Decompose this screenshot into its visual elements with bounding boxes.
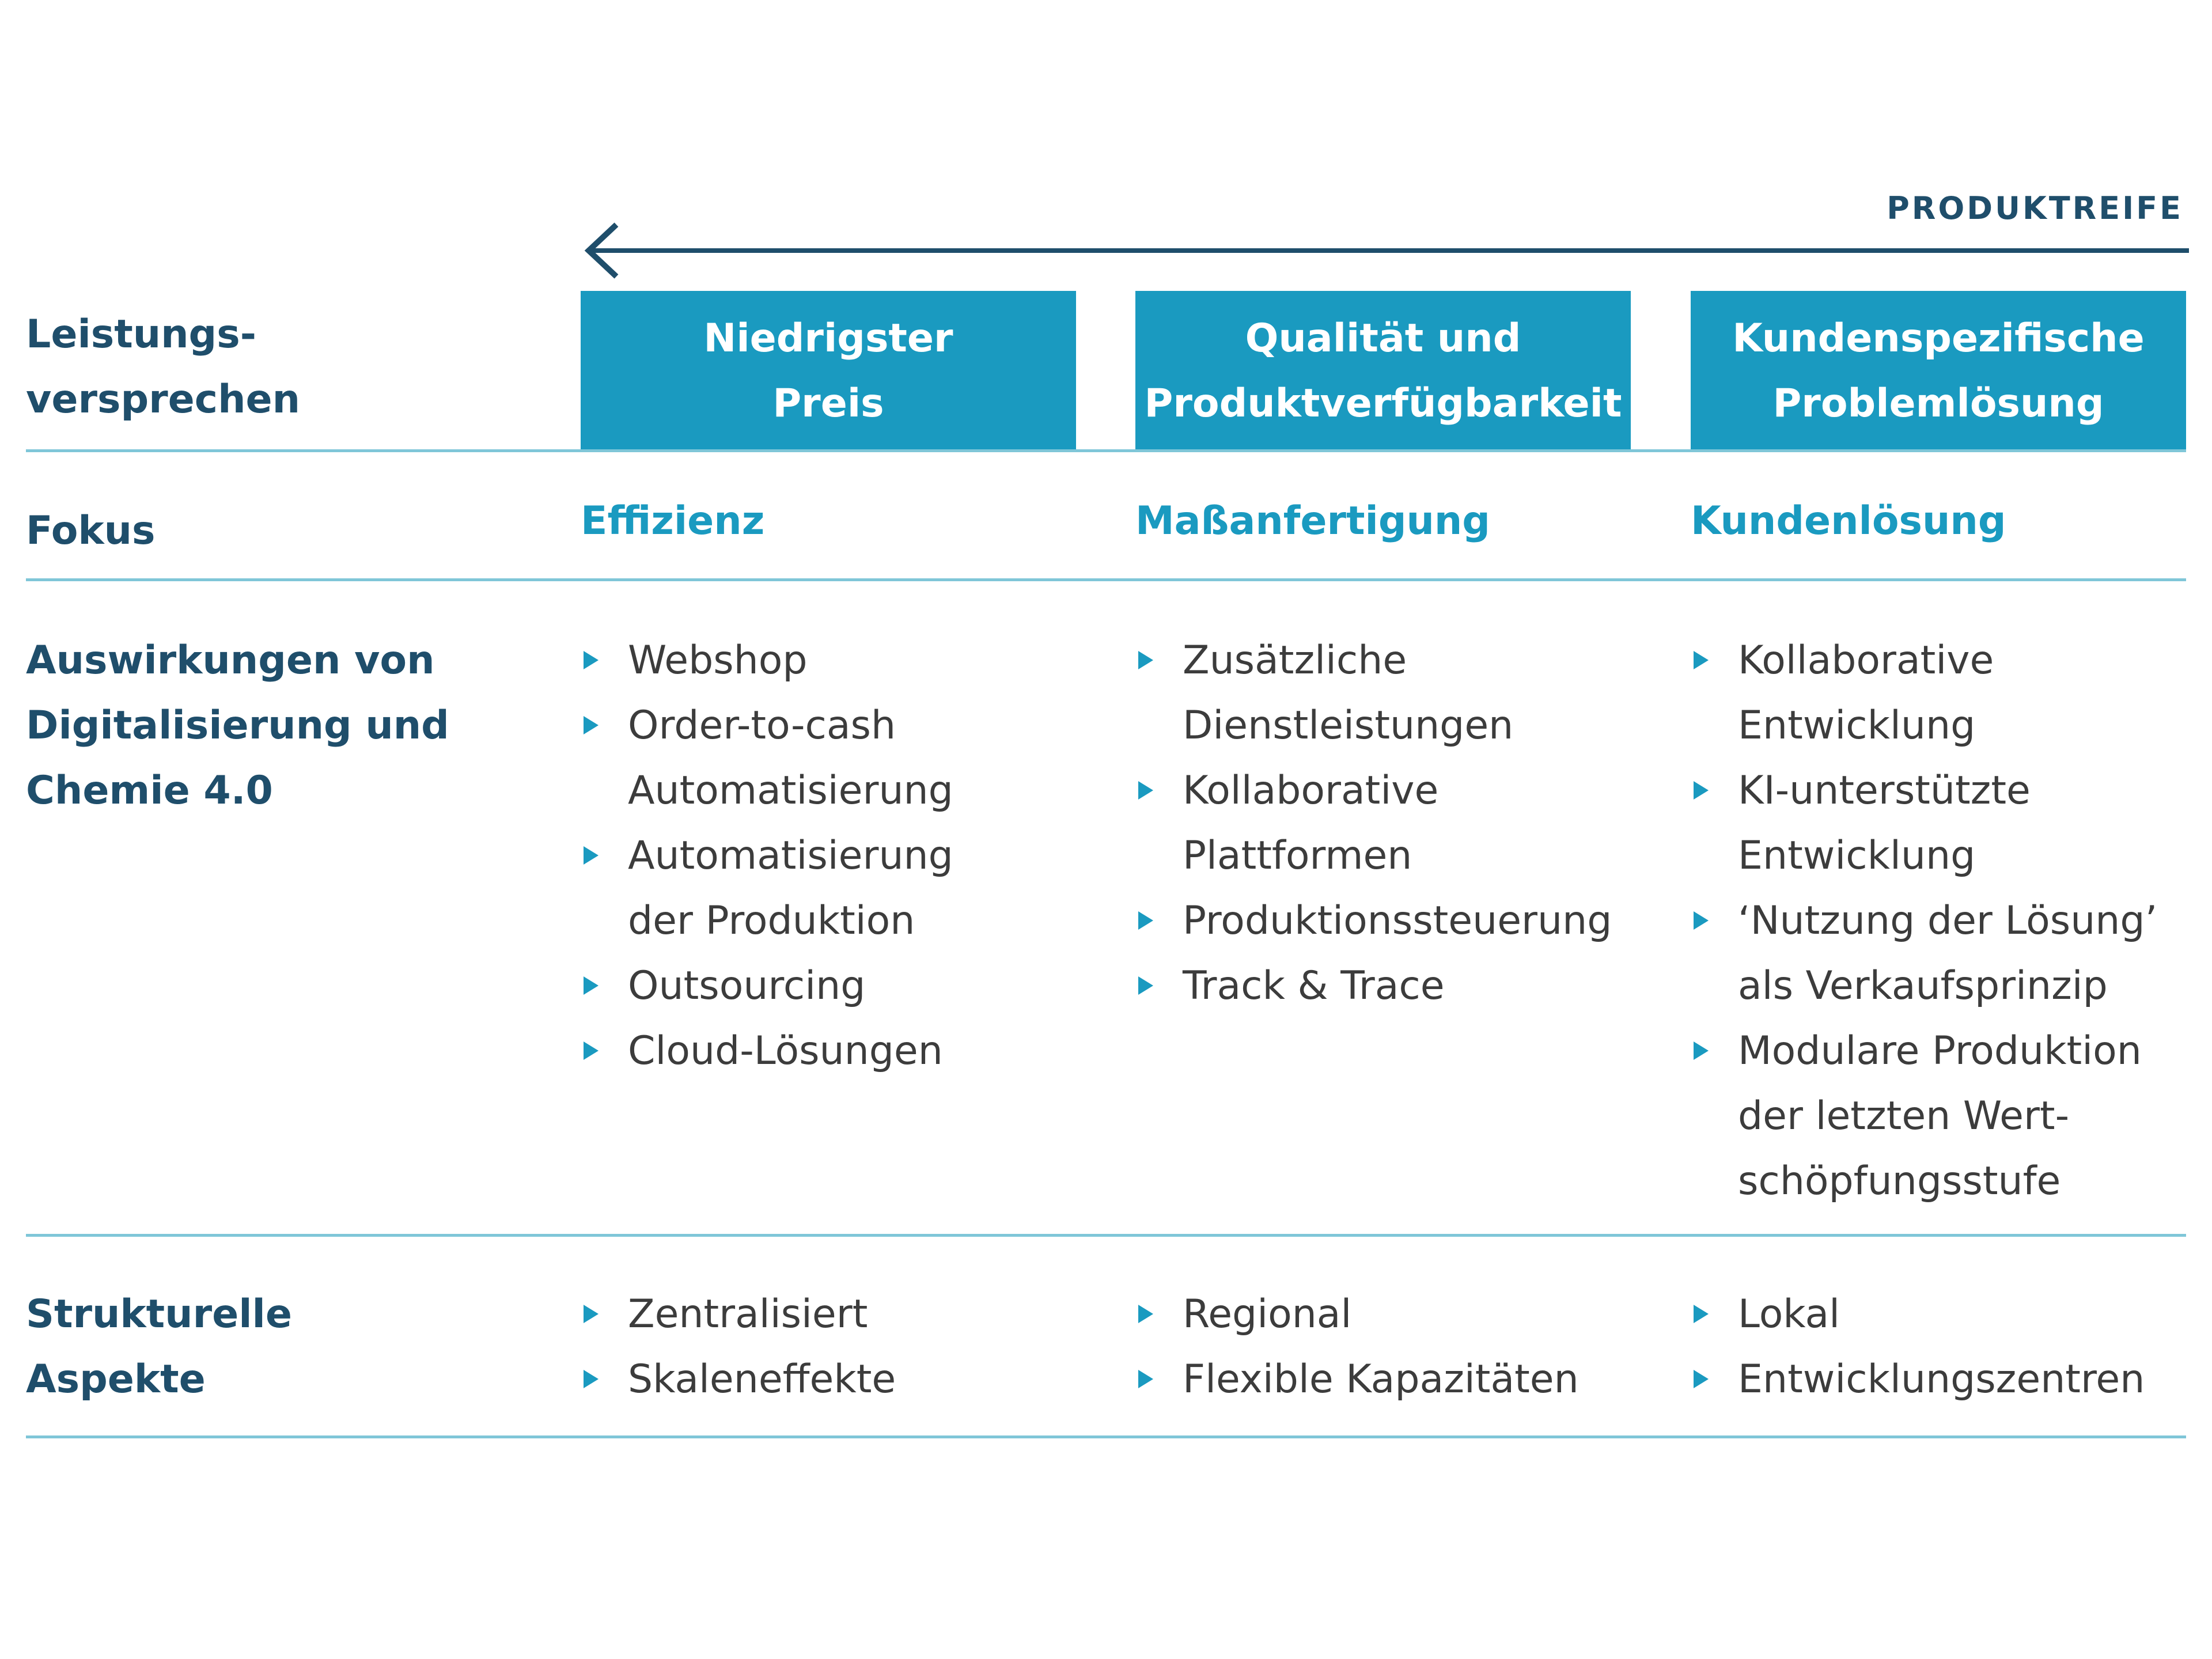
axis-label-produktreife: PRODUKTREIFE [1887,190,2183,226]
divider-row-1 [26,449,2186,452]
row-label-auswirkungen: Auswirkungen von Digitalisierung und Chemie 4.0 [26,638,449,813]
list-item: Cloud-Lösungen [581,1018,1099,1084]
arrow-left-icon [576,219,2189,282]
structural-list-col-2 [1135,1282,1665,1412]
list-item: Webshop [581,628,1099,693]
focus-massanfertigung: Maßanfertigung [1135,498,1490,544]
divider-row-2 [26,578,2186,581]
header-box-kundenspezifisch: Kundenspezifische Problemlösung [1691,291,2186,451]
list-item: Zusätzliche Dienstleistungen [1135,628,1665,758]
header-box-niedrigster-preis: Niedrigster Preis [581,291,1076,451]
list-item: Order-to-cash Automatisierung [581,693,1099,823]
list-item: Modulare Produktion der letzten Wert- schöpfungsstufe [1691,1018,2198,1214]
row-label-leistungsversprechen: Leistungs- versprechen [26,312,301,422]
list-item: Kollaborative Plattformen [1135,758,1665,888]
list-item: Zentralisiert [581,1282,1099,1347]
impacts-list-col-3 [1691,628,2198,1214]
list-item: KI-unterstützte Entwicklung [1691,758,2198,888]
focus-kundenloesung: Kundenlösung [1691,498,2006,544]
header-box-qualitaet: Qualität und Produktverfügbarkeit [1135,291,1631,451]
row-label-strukturelle-aspekte: Strukturelle Aspekte [26,1291,292,1402]
divider-row-3 [26,1234,2186,1237]
structural-list-col-1 [581,1282,1099,1412]
list-item: Lokal [1691,1282,2198,1347]
structural-list-col-3 [1691,1282,2198,1412]
list-item: ‘Nutzung der Lösung’ als Verkaufsprinzip [1691,888,2198,1018]
list-item: Flexible Kapazitäten [1135,1347,1665,1412]
impacts-list-col-1 [581,628,1099,1084]
divider-row-4 [26,1435,2186,1438]
list-item: Automatisierung der Produktion [581,823,1099,953]
row-label-fokus: Fokus [26,508,156,554]
list-item: Kollaborative Entwicklung [1691,628,2198,758]
list-item: Entwicklungszentren [1691,1347,2198,1412]
focus-effizienz: Effizienz [581,498,765,544]
list-item: Skaleneffekte [581,1347,1099,1412]
list-item: Regional [1135,1282,1665,1347]
list-item: Produktionssteuerung [1135,888,1665,953]
list-item: Track & Trace [1135,953,1665,1018]
impacts-list-col-2 [1135,628,1665,1018]
list-item: Outsourcing [581,953,1099,1018]
